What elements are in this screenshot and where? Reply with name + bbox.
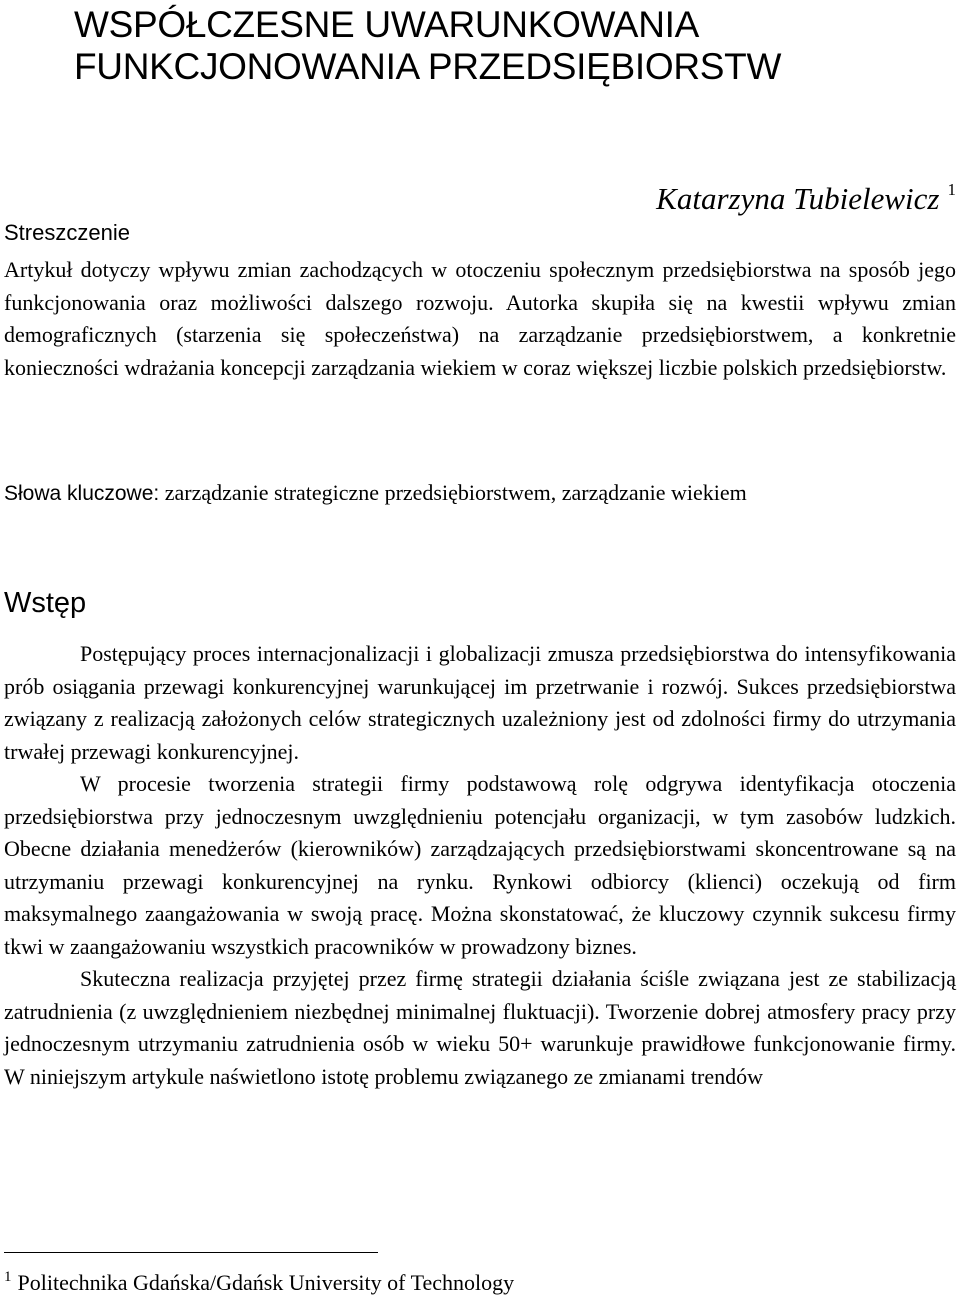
title-line-2: FUNKCJONOWANIA PRZEDSIĘBIORSTW (74, 46, 782, 87)
article-title (74, 4, 934, 88)
keywords-label: Słowa kluczowe: (4, 482, 160, 505)
introduction-paragraph: Postępujący proces internacjonalizacji i globalizacji zmusza przedsiębiorstwa do intensyfikowania prób osiągania przewagi konkurencyjnej warunkującej im przetrwanie i rozwój. Sukces przedsiębiorstwa związany z realizacją założonych celów strategicznych uzależniony jest od zdolności firmy do utrzymania trwałej przewagi konkurencyjnej. (4, 641, 956, 764)
introduction-body (4, 638, 956, 1093)
footnote-divider (4, 1252, 378, 1253)
abstract-text: Artykuł dotyczy wpływu zmian zachodzących w otoczeniu społecznym przedsiębiorstwa na sposób jego funkcjonowania oraz możliwości dalszego rozwoju. Autorka skupiła się na kwestii wpływu zmian demograficznych (starzenia się społeczeństwa) na zarządzanie przedsiębiorstwem, a konkretnie konieczności wdrażania koncepcji zarządzania wiekiem w coraz większej liczbie polskich przedsiębiorstw. (4, 257, 956, 380)
author-line (656, 170, 956, 219)
author-name: Katarzyna Tubielewicz (656, 181, 940, 216)
footnote-mark: 1 (4, 1269, 12, 1285)
introduction-heading: Wstęp (4, 587, 87, 619)
introduction-paragraph: W procesie tworzenia strategii firmy podstawową rolę odgrywa identyfikacja otoczenia przedsiębiorstwa przy jednoczesnym uwzględnieniu potencjału organizacji, w tym zasobów ludzkich. Obecne działania menedżerów (kierowników) zarządzających przedsiębiorstwami skoncentrowane są na utrzymaniu przewagi konkurencyjnej na rynku. Rynkowi odbiorcy (klienci) oczekują od firm maksymalnego zaangażowania w swoją pracę. Można skonstatować, że kluczowy czynnik sukcesu firmy tkwi w zaangażowaniu wszystkich pracowników w prowadzony biznes. (4, 771, 956, 959)
abstract-heading: Streszczenie (4, 220, 130, 245)
author-footnote-mark: 1 (947, 180, 956, 199)
keywords (4, 477, 956, 511)
title-line-1: WSPÓŁCZESNE UWARUNKOWANIA (74, 4, 699, 45)
introduction-paragraph: Skuteczna realizacja przyjętej przez firmę strategii działania ściśle związana jest ze stabilizacją zatrudnienia (z uwzględnieniem niezbędnej minimalnej fluktuacji). Tworzenie dobrej atmosfery pracy przy jednoczesnym utrzymaniu zatrudnienia osób w wieku 50+ warunkuje prawidłowe funkcjonowanie firmy. W niniejszym artykule naświetlono istotę problemu związanego ze zmianami trendów (4, 966, 956, 1089)
keywords-text: zarządzanie strategiczne przedsiębiorstwem, zarządzanie wiekiem (164, 480, 747, 505)
footnote-text: Politechnika Gdańska/Gdańsk University of Technology (17, 1270, 515, 1295)
footnote (4, 1262, 514, 1298)
